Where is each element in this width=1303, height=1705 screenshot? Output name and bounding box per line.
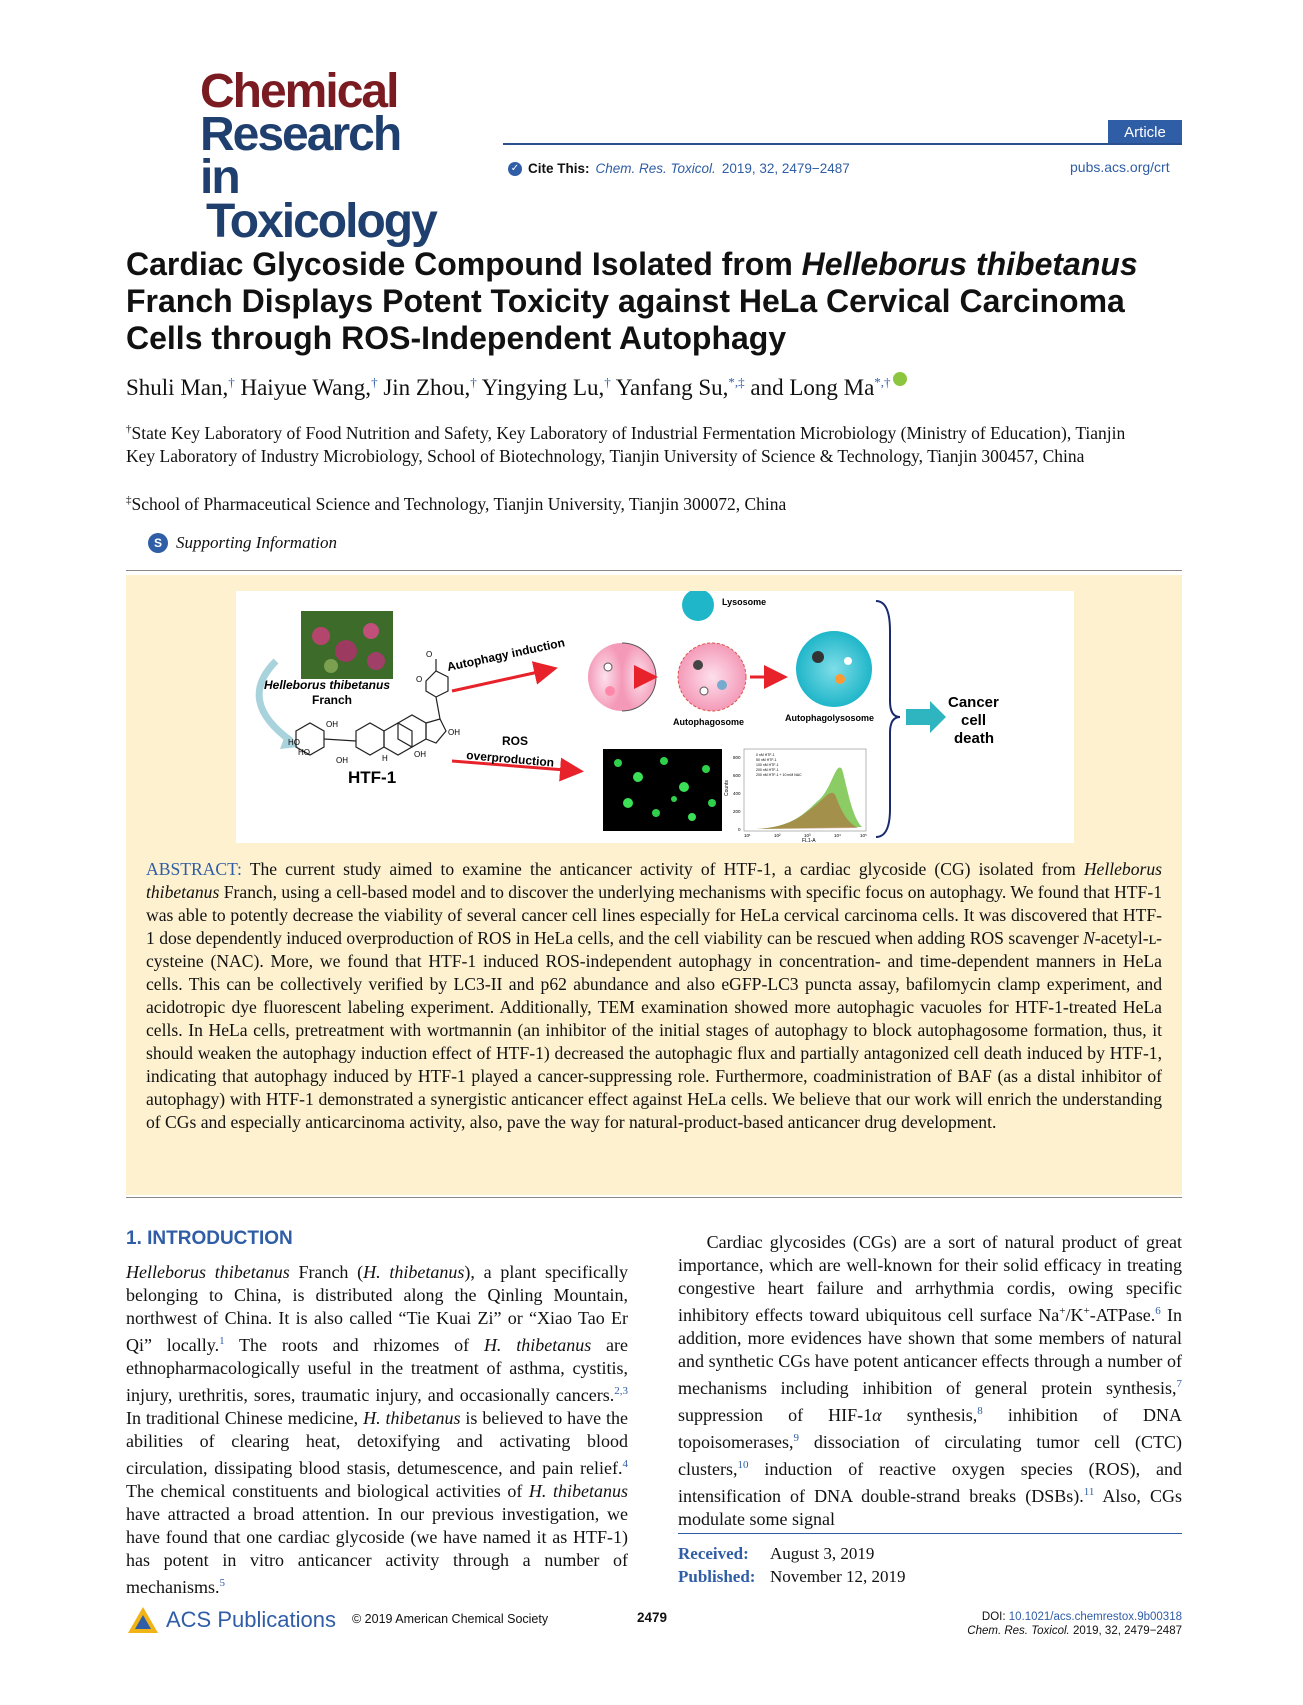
svg-text:HO: HO: [288, 738, 300, 747]
svg-text:Counts: Counts: [724, 780, 730, 796]
title-part-1: Cardiac Glycoside Compound Isolated from: [126, 246, 802, 282]
brace: [876, 601, 900, 837]
author[interactable]: and Long Ma*,†: [750, 374, 891, 400]
article-title: [126, 246, 1186, 357]
published-label: Published:: [678, 1567, 756, 1586]
copyright: © 2019 American Chemical Society: [352, 1612, 549, 1626]
svg-text:400: 400: [733, 791, 741, 796]
curved-arrow: [259, 661, 291, 741]
svg-text:0: 0: [738, 827, 741, 832]
doi-link[interactable]: 10.1021/acs.chemrestox.9b00318: [1008, 1611, 1182, 1623]
affiliation: ‡School of Pharmaceutical Science and Technology, Tianjin University, Tianjin 300072, China: [126, 494, 787, 514]
ros-label-2: overproduction: [465, 748, 555, 770]
svg-text:10²: 10²: [774, 833, 781, 838]
svg-text:OH: OH: [336, 756, 348, 765]
page-number: 2479: [637, 1610, 668, 1625]
logo-line-3: Toxicology: [206, 194, 436, 248]
svg-text:O: O: [426, 650, 433, 659]
article-dates: [678, 1542, 906, 1588]
svg-text:600: 600: [733, 773, 741, 778]
author[interactable]: Jin Zhou,†: [383, 374, 477, 400]
check-icon: ✓: [508, 162, 522, 176]
svg-text:200 nM HTF-1 + 10 mM NAC: 200 nM HTF-1 + 10 mM NAC: [756, 773, 802, 777]
ros-label: ROS: [502, 734, 529, 748]
abstract-bottom-rule: [126, 1197, 1182, 1198]
reference-citation[interactable]: 4: [622, 1458, 628, 1470]
reference-citation[interactable]: 7: [1176, 1378, 1182, 1390]
reference-citation[interactable]: 10: [737, 1459, 749, 1471]
reference-citation[interactable]: 9: [793, 1432, 799, 1444]
received-date: August 3, 2019: [770, 1544, 875, 1563]
abstract-text: ABSTRACT: The current study aimed to examine the anticancer activity of HTF-1, a cardiac glycoside (CG) isolated from Helleborus thibetanus Franch, using a cell-based model and to discover the underlying mechanisms with specific focus on autophagy. We found that HTF-1 was able to potently decrease the viability of several cancer cell lines especially for HeLa cervical carcinoma cells. It was discovered that HTF-1 dose dependently induced overproduction of ROS in HeLa cells, and the cell viability can be rescued when adding ROS scavenger N-acetyl-ʟ-cysteine (NAC). More, we found that HTF-1 induced ROS-independent autophagy in concentration- and time-dependent manners in HeLa cells. This can be collectively verified by LC3-II and p62 abundance and also eGFP-LC3 puncta assay, bafilomycin clamp experiment, and acidotropic dye fluorescent labeling experiment. Additionally, TEM examination showed more autophagic vacuoles for HTF-1-treated HeLa cells. In HeLa cells, pretreatment with wortmannin (an inhibitor of the initial stages of autophagy to block autophagosome formation, thus, it should weaken the autophagy induction effect of HTF-1) decreased the autophagic flux and partially antagonized cell death induced by HTF-1, indicating that autophagy induced by HTF-1 played a cancer-suppressing role. Furthermore, coadministration of BAF (as a distal inhibitor of autophagy) with HTF-1 demonstrated a synergistic anticancer effect against HeLa cells. We believe that our work will enrich the understanding of CGs and especially anticarcinoma activity, also, pave the way for natural-product-based anticancer drug development.: [146, 859, 1162, 1132]
author[interactable]: Yanfang Su,*,‡: [615, 374, 745, 400]
lysosome-label: Lysosome: [722, 597, 767, 607]
svg-text:OH: OH: [414, 750, 426, 759]
title-part-2: Franch Displays Potent Toxicity against HeLa Cervical Carcinoma Cells through ROS-Independent Autophagy: [126, 283, 1125, 356]
reference-citation[interactable]: 11: [1083, 1486, 1095, 1498]
journal-logo: [200, 65, 436, 248]
autophagy-arrow: [452, 669, 552, 691]
svg-text:200: 200: [733, 809, 741, 814]
autophagy-label: Autophagy induction: [445, 635, 566, 674]
reference-citation[interactable]: 1: [219, 1335, 225, 1347]
article-type-badge: Article: [1108, 120, 1182, 144]
logo-line-2: Research in: [200, 108, 401, 205]
svg-text:0 nM HTF-1: 0 nM HTF-1: [756, 753, 775, 757]
svg-text:10⁴: 10⁴: [834, 833, 841, 838]
publisher-name: ACS Publications: [166, 1607, 336, 1632]
cite-this[interactable]: [508, 161, 850, 176]
fluorescence-image: [603, 749, 722, 831]
received-label: Received:: [678, 1544, 749, 1563]
reference-citation[interactable]: 5: [219, 1577, 225, 1589]
title-species: Helleborus thibetanus: [801, 246, 1138, 282]
reference-citation[interactable]: 8: [977, 1405, 983, 1417]
svg-text:H: H: [382, 754, 388, 763]
compound-label: HTF-1: [348, 768, 397, 787]
orcid-icon[interactable]: [893, 372, 907, 386]
plant-label: Helleborus thibetanus: [264, 678, 391, 692]
svg-text:800: 800: [733, 755, 741, 760]
outcome-line-2: cell: [961, 712, 987, 729]
svg-text:200 nM HTF-1: 200 nM HTF-1: [756, 768, 779, 772]
section-heading: 1. INTRODUCTION: [126, 1228, 293, 1249]
journal-url[interactable]: pubs.acs.org/crt: [1070, 159, 1170, 175]
plant-photo: [301, 611, 393, 679]
outcome-line-3: death: [954, 730, 995, 747]
lysosome: [682, 591, 714, 621]
published-date: November 12, 2019: [770, 1567, 906, 1586]
autophagosome-label: Autophagosome: [673, 717, 744, 727]
svg-text:10⁵: 10⁵: [860, 833, 867, 838]
svg-text:FL1-A: FL1-A: [802, 838, 816, 843]
autophagosome: [678, 643, 746, 711]
abstract-label: ABSTRACT:: [146, 859, 242, 879]
intro-column-2: Cardiac glycosides (CGs) are a sort of natural product of great importance, which are well-known for their solid efficacy in treating congestive heart failure and arrhythmia cordis, owing specific inhibitory effects toward ubiquitous cell surface Na+/K+-ATPase.$^6$ In addition, more evidences have shown that some members of natural and synthetic CGs have potent anticancer effects through a number of mechanisms including inhibition of general protein synthesis,$^7$ suppression of HIF-1α synthesis,$^8$ inhibition of DNA topoisomerases,$^9$ dissociation of circulating tumor cell (CTC) clusters,$^{10}$ induction of reactive oxygen species (ROS), and intensification of DNA double-strand breaks (DSBs).$^{11}$ Also, CGs modulate some signal: [678, 1232, 1182, 1529]
reference-citation[interactable]: 2,3: [614, 1385, 628, 1397]
svg-text:10¹: 10¹: [744, 833, 751, 838]
svg-text:OH: OH: [448, 728, 460, 737]
acs-icon: [126, 1605, 160, 1635]
cite-label: Cite This:: [528, 161, 590, 176]
logo-line-1: Chemical: [200, 65, 398, 118]
toc-graphic: [236, 591, 1074, 843]
cite-details[interactable]: 2019, 32, 2479−2487: [721, 161, 850, 176]
flow-histogram: [724, 749, 867, 843]
reference-citation[interactable]: 6: [1155, 1305, 1161, 1317]
svg-text:O: O: [416, 675, 423, 684]
doi-block: DOI: 10.1021/acs.chemrestox.9b00318 Chem. Res. Toxicol. 2019, 32, 2479−2487: [967, 1611, 1182, 1637]
cite-journal[interactable]: Chem. Res. Toxicol.: [595, 161, 716, 176]
svg-text:50 nM HTF-1: 50 nM HTF-1: [756, 758, 777, 762]
author-list: [126, 372, 1186, 401]
supporting-info-label: Supporting Information: [176, 533, 338, 552]
autophagolysosome: [796, 631, 872, 707]
acs-publications-logo[interactable]: [126, 1605, 336, 1635]
plant-label-2: Franch: [312, 693, 353, 707]
author[interactable]: Shuli Man,†: [126, 374, 235, 400]
dates-rule: [678, 1533, 1182, 1534]
svg-text:OH: OH: [326, 720, 338, 729]
affiliation: †State Key Laboratory of Food Nutrition and Safety, Key Laboratory of Industrial Fermentation Microbiology (Ministry of Education), Tianjin Key Laboratory of Industry Microbiology, School of Biotechnology, Tianjin University of Science & Technology, Tianjin 300457, China: [126, 422, 1126, 466]
svg-text:10³: 10³: [804, 833, 811, 838]
header-rule: [503, 143, 1182, 145]
author[interactable]: Yingying Lu,†: [481, 374, 611, 400]
supporting-info-icon: S: [148, 533, 168, 553]
outcome-arrow: [906, 701, 946, 733]
svg-text:HO: HO: [298, 748, 310, 757]
outcome-line-1: Cancer: [948, 694, 999, 711]
svg-text:100 nM HTF-1: 100 nM HTF-1: [756, 763, 779, 767]
supporting-info-link[interactable]: [148, 533, 337, 553]
intro-column-1: Helleborus thibetanus Franch (H. thibetanus), a plant specifically belonging to China, is distributed along the Qinling Mountain, northwest of China. It is also called “Tie Kuai Zi” or “Xiao Tao Er Qi” locally.$^1$ The roots and rhizomes of H. thibetanus are ethnopharmacologically useful in the treatment of asthma, cystitis, injury, urethritis, sores, traumatic injury, and occasionally cancers.$^{2,3}$ In traditional Chinese medicine, H. thibetanus is believed to have the abilities of clearing heat, detoxifying and activating blood circulation, dissipating blood stasis, detumescence, and pain relief.$^4$ The chemical constituents and biological activities of H. thibetanus have attracted a broad attention. In our previous investigation, we have found that one cardiac glycoside (we have named it as HTF-1) has potent in vitro anticancer activity through a number of mechanisms.$^5$: [126, 1262, 629, 1597]
autophagolysosome-label: Autophagolysosome: [785, 713, 875, 723]
abstract-top-rule: [126, 570, 1182, 571]
author[interactable]: Haiyue Wang,†: [240, 374, 378, 400]
